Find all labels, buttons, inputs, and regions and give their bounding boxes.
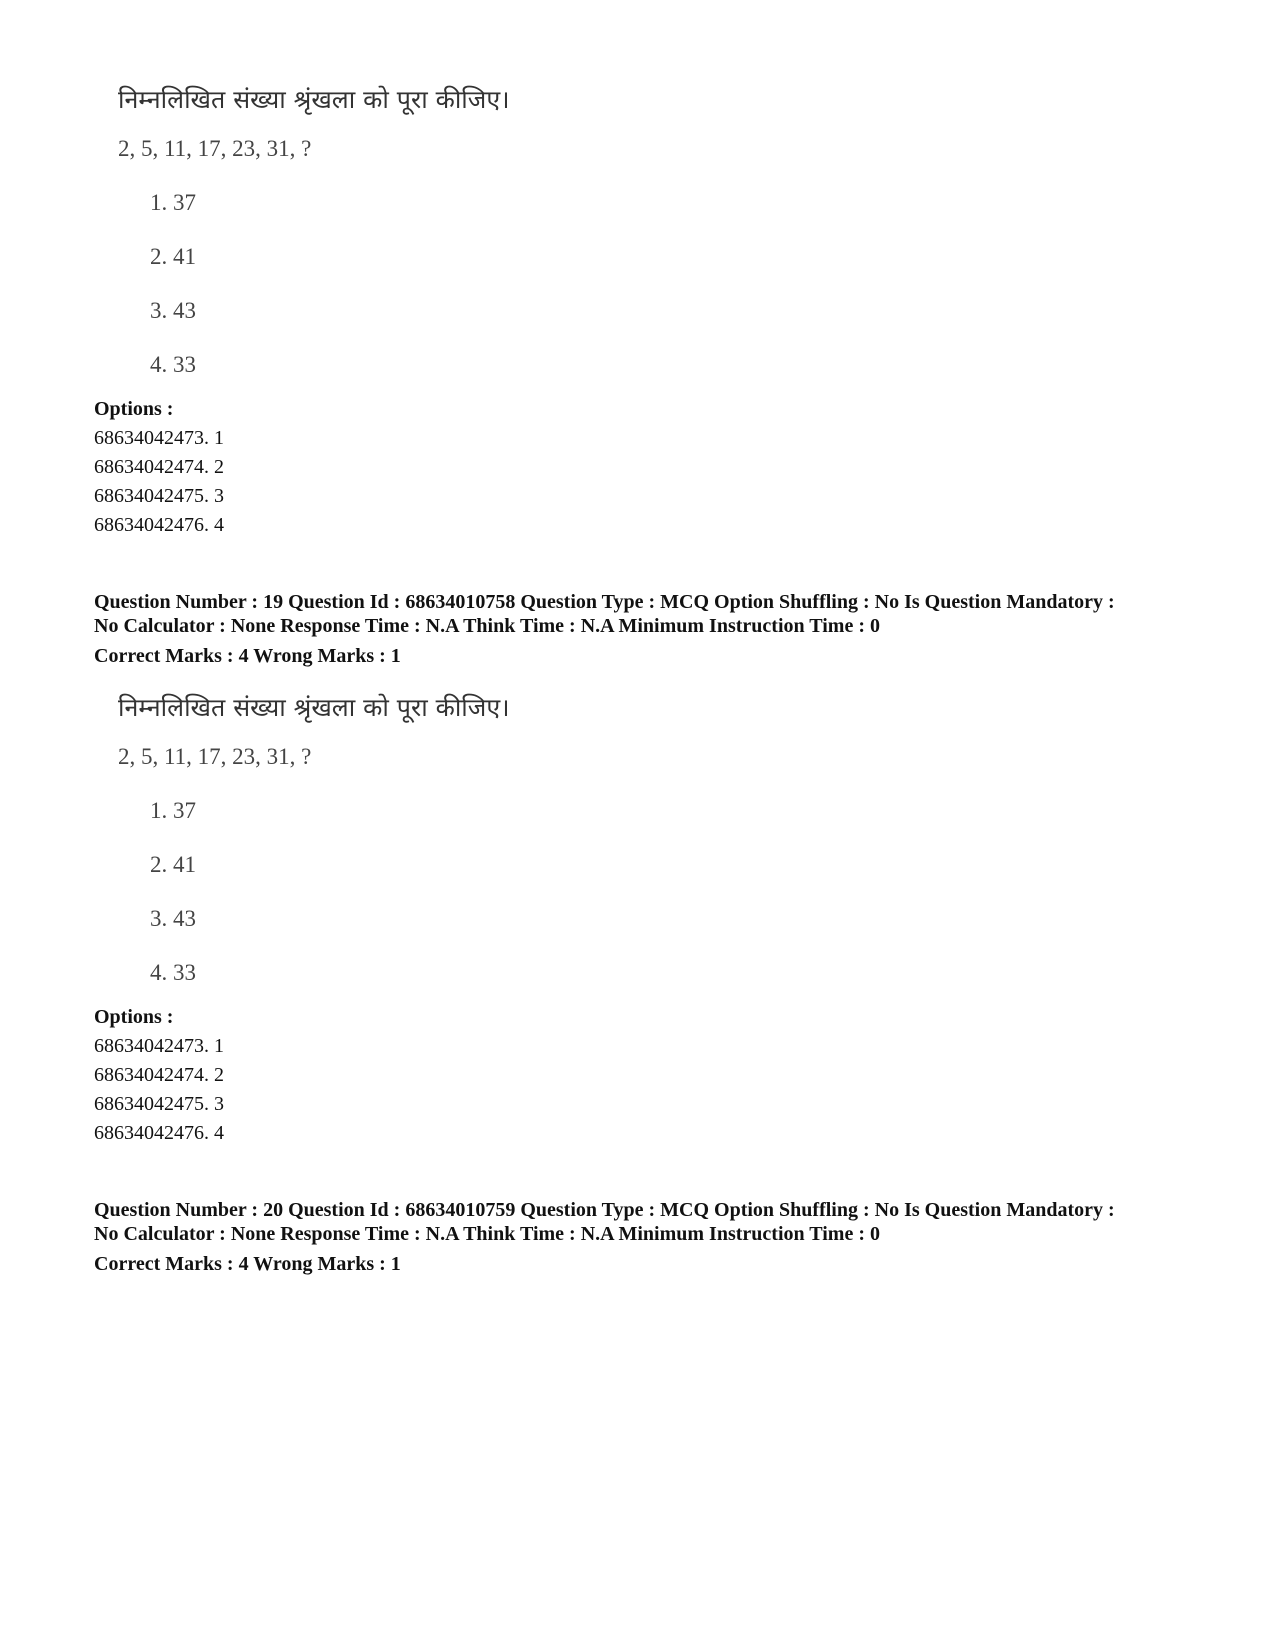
option-row: 68634042475. 3: [94, 1093, 224, 1115]
choice-4: 4. 33: [150, 960, 196, 985]
choice-3: 3. 43: [150, 906, 196, 931]
options-label: Options :: [94, 1006, 174, 1028]
option-row: 68634042476. 4: [94, 1122, 224, 1144]
choice-1: 1. 37: [150, 798, 196, 823]
option-row: 68634042474. 2: [94, 1064, 224, 1086]
choice-2: 2. 41: [150, 852, 196, 877]
option-row: 68634042473. 1: [94, 427, 224, 449]
question-meta-line2: No Calculator : None Response Time : N.A Think Time : N.A Minimum Instruction Time : 0: [94, 1223, 880, 1245]
question-meta-line1: Question Number : 19 Question Id : 68634010758 Question Type : MCQ Option Shuffling : No Is Question Mandatory :: [94, 591, 1115, 613]
choice-3: 3. 43: [150, 298, 196, 323]
question-marks: Correct Marks : 4 Wrong Marks : 1: [94, 1253, 401, 1275]
options-list-2: [94, 1003, 224, 1148]
question-prompt: निम्नलिखित संख्या श्रृंखला को पूरा कीजिए।: [118, 693, 510, 722]
choice-1: 1. 37: [150, 190, 196, 215]
question-prompt: निम्नलिखित संख्या श्रृंखला को पूरा कीजिए।: [118, 85, 510, 114]
question-meta-20: [94, 1198, 1214, 1276]
question-marks: Correct Marks : 4 Wrong Marks : 1: [94, 645, 401, 667]
number-series: 2, 5, 11, 17, 23, 31, ?: [118, 136, 312, 161]
options-list-1: [94, 395, 224, 540]
option-row: 68634042475. 3: [94, 485, 224, 507]
question-meta-19: [94, 590, 1214, 668]
option-row: 68634042474. 2: [94, 456, 224, 478]
number-series: 2, 5, 11, 17, 23, 31, ?: [118, 744, 312, 769]
question-meta-line1: Question Number : 20 Question Id : 68634010759 Question Type : MCQ Option Shuffling : No Is Question Mandatory :: [94, 1199, 1115, 1221]
option-row: 68634042476. 4: [94, 514, 224, 536]
options-label: Options :: [94, 398, 174, 420]
choice-2: 2. 41: [150, 244, 196, 269]
question-image-1: [118, 80, 818, 380]
question-meta-line2: No Calculator : None Response Time : N.A Think Time : N.A Minimum Instruction Time : 0: [94, 615, 880, 637]
question-image-2: [118, 688, 818, 988]
option-row: 68634042473. 1: [94, 1035, 224, 1057]
choice-4: 4. 33: [150, 352, 196, 377]
